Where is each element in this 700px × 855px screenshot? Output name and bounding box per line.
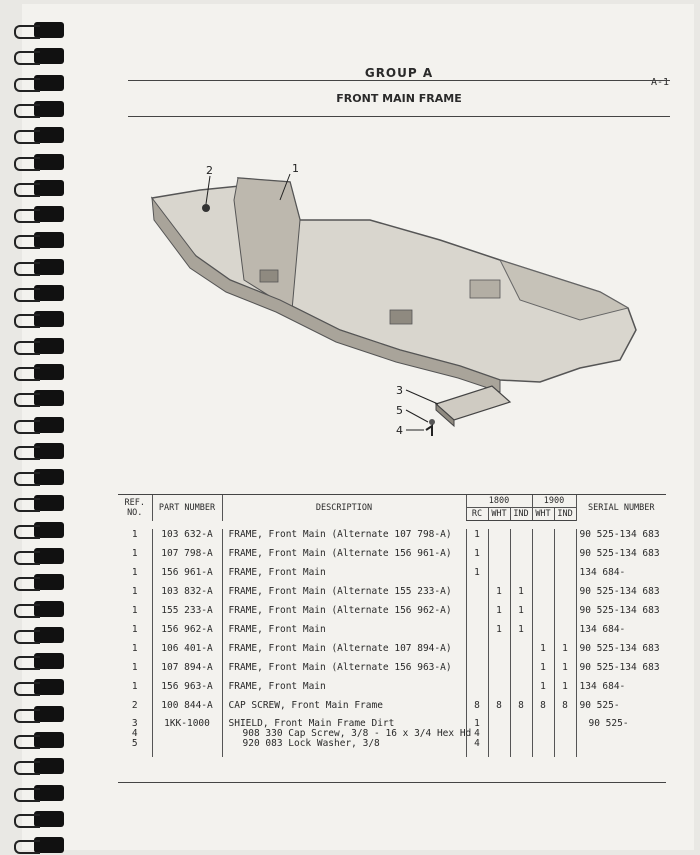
cell-serial: 90 525-134 683: [576, 662, 666, 681]
cell-part: 103 832-A: [152, 586, 222, 605]
cell-ref: 2: [131, 700, 138, 711]
binding-coil: [34, 679, 64, 695]
ref-line: 4: [131, 728, 138, 739]
cell-ind2: 1: [554, 643, 576, 662]
binding-coil: [34, 601, 64, 617]
binding-coil: [34, 548, 64, 564]
cell-rc: [466, 681, 488, 700]
cell-wht2: [532, 548, 554, 567]
cell-serial: 90 525-: [576, 719, 666, 757]
binding-coil: [34, 232, 64, 248]
cell-ref: 1: [131, 681, 138, 692]
binding-coil: [34, 75, 64, 91]
binding-coil: [34, 469, 64, 485]
table-row: [118, 700, 666, 719]
binding-coil: [34, 206, 64, 222]
binding-coil: [34, 706, 64, 722]
cell-wht1: 1: [488, 624, 510, 643]
cell-rc: [466, 605, 488, 624]
rc-line: 4: [474, 738, 480, 749]
cell-desc: FRAME, Front Main (Alternate 156 961-A): [222, 548, 466, 567]
cell-ind1: 8: [510, 700, 532, 719]
cell-ind2: 1: [554, 662, 576, 681]
desc-line: 908 330 Cap Screw, 3/8 - 16 x 3/4 Hex Hd: [242, 728, 472, 739]
cell-part: 156 962-A: [152, 624, 222, 643]
cell-ind2: 8: [554, 700, 576, 719]
binding-coil: [34, 811, 64, 827]
cell-serial: 90 525-134 683: [576, 529, 666, 548]
cell-ind1: [510, 529, 532, 548]
section-title: FRONT MAIN FRAME: [336, 92, 462, 105]
binding-coil: [34, 390, 64, 406]
callout-1: 1: [292, 162, 299, 175]
binding-coil: [34, 495, 64, 511]
table-row: [118, 624, 666, 643]
binding-coil: [34, 417, 64, 433]
cell-desc: FRAME, Front Main (Alternate 155 233-A): [222, 586, 466, 605]
cell-rc: 1: [466, 529, 488, 548]
binding-coil: [34, 443, 64, 459]
table-row: [118, 567, 666, 586]
spiral-binding: [0, 0, 70, 855]
cell-ind1: 1: [510, 586, 532, 605]
binding-coil: [34, 653, 64, 669]
col-rc: RC: [466, 508, 488, 521]
binding-coil: [34, 259, 64, 275]
cell-wht1: [488, 662, 510, 681]
cell-wht1: 1: [488, 605, 510, 624]
cell-serial: 134 684-: [576, 681, 666, 700]
cell-rc: 1: [466, 567, 488, 586]
cell-ind2: [554, 548, 576, 567]
cell-desc: [222, 718, 472, 757]
cell-rc: [466, 586, 488, 605]
parts-table: [118, 494, 666, 757]
cell-ind1: [510, 719, 532, 757]
binding-coil: [34, 732, 64, 748]
cell-wht1: 1: [488, 586, 510, 605]
binding-coil: [34, 627, 64, 643]
cell-ind2: [554, 624, 576, 643]
cell-desc: FRAME, Front Main: [222, 681, 466, 700]
cell-serial: 90 525-134 683: [576, 643, 666, 662]
cell-desc: CAP SCREW, Front Main Frame: [222, 700, 466, 719]
binding-coil: [34, 574, 64, 590]
table-row: [118, 681, 666, 700]
cell-part: 106 401-A: [152, 643, 222, 662]
table-row: [118, 662, 666, 681]
cell-ind2: [554, 586, 576, 605]
cell-rc: 1: [466, 548, 488, 567]
ref-line: 5: [131, 738, 138, 749]
cell-wht2: 1: [532, 643, 554, 662]
cell-wht2: 8: [532, 700, 554, 719]
cell-ind1: [510, 567, 532, 586]
cell-ref: 1: [131, 662, 138, 673]
cell-ind2: [554, 529, 576, 548]
cell-ref: 1: [131, 586, 138, 597]
cell-serial: 90 525-134 683: [576, 586, 666, 605]
binding-coil: [34, 311, 64, 327]
cell-wht1: [488, 681, 510, 700]
binding-coil: [34, 338, 64, 354]
table-row: [118, 643, 666, 662]
header-rule: [128, 80, 670, 81]
cell-ind1: 1: [510, 605, 532, 624]
desc-line: SHIELD, Front Main Frame Dirt: [228, 718, 395, 729]
cell-wht1: [488, 548, 510, 567]
title-rule: [128, 116, 670, 117]
cell-wht2: [532, 586, 554, 605]
cell-ref: 1: [131, 605, 138, 616]
binding-coil: [34, 522, 64, 538]
cell-ref: 1: [131, 567, 138, 578]
binding-coil: [34, 758, 64, 774]
cell-ref: 1: [131, 548, 138, 559]
binding-coil: [34, 785, 64, 801]
page-number: A-1: [651, 77, 670, 88]
cell-ind2: 1: [554, 681, 576, 700]
cell-serial: 134 684-: [576, 567, 666, 586]
table-row: [118, 586, 666, 605]
group-title: GROUP A: [364, 66, 434, 80]
cell-desc: FRAME, Front Main: [222, 567, 466, 586]
cell-wht1: [488, 643, 510, 662]
col-ref-no: REF. NO.: [118, 495, 152, 521]
col-description: DESCRIPTION: [222, 495, 466, 521]
cell-desc: FRAME, Front Main (Alternate 107 798-A): [222, 529, 466, 548]
table-row: [118, 529, 666, 548]
cell-ind1: [510, 681, 532, 700]
cell-wht2: 1: [532, 662, 554, 681]
cell-desc: FRAME, Front Main: [222, 624, 466, 643]
cell-wht2: 1: [532, 681, 554, 700]
cell-ref: 1: [131, 529, 138, 540]
binding-coil: [34, 48, 64, 64]
cell-rc: 8: [466, 700, 488, 719]
cell-part: 103 632-A: [152, 529, 222, 548]
frame-diagram: [140, 160, 660, 450]
ref-line: 3: [131, 718, 138, 729]
cell-wht1: [488, 567, 510, 586]
table-row: [118, 548, 666, 567]
cell-part: 1KK-1000: [152, 719, 222, 757]
desc-line: 920 083 Lock Washer, 3/8: [242, 738, 380, 749]
table-row: [118, 719, 666, 757]
cell-rc: [466, 643, 488, 662]
cell-wht2: [532, 719, 554, 757]
cell-serial: 90 525-134 683: [576, 605, 666, 624]
cell-ind2: [554, 719, 576, 757]
binding-coil: [34, 180, 64, 196]
cell-ind2: [554, 605, 576, 624]
binding-coil: [34, 22, 64, 38]
binding-coil: [34, 837, 64, 853]
cell-ind1: [510, 548, 532, 567]
callout-3: 3: [396, 384, 403, 397]
callout-5: 5: [396, 404, 403, 417]
col-wht-1900: WHT: [532, 508, 554, 521]
cell-desc: FRAME, Front Main (Alternate 156 963-A): [222, 662, 466, 681]
col-year-1800: 1800: [466, 495, 532, 508]
rc-line: 4: [474, 728, 480, 739]
cell-part: 107 798-A: [152, 548, 222, 567]
cell-part: 100 844-A: [152, 700, 222, 719]
binding-coil: [34, 285, 64, 301]
cell-serial: 134 684-: [576, 624, 666, 643]
cell-part: 156 963-A: [152, 681, 222, 700]
cell-wht1: 8: [488, 700, 510, 719]
cell-ind1: 1: [510, 624, 532, 643]
cell-wht1: [488, 529, 510, 548]
callout-4: 4: [396, 424, 403, 437]
table-bottom-rule: [118, 782, 666, 783]
callout-2: 2: [206, 164, 213, 177]
cell-desc: FRAME, Front Main (Alternate 107 894-A): [222, 643, 466, 662]
cell-serial: 90 525-134 683: [576, 548, 666, 567]
binding-coil: [34, 364, 64, 380]
table-row: [118, 605, 666, 624]
binding-coil: [34, 127, 64, 143]
cell-wht2: [532, 624, 554, 643]
cell-wht2: [532, 605, 554, 624]
cell-ref: [118, 719, 152, 757]
col-serial-number: SERIAL NUMBER: [576, 495, 666, 521]
binding-coil: [34, 154, 64, 170]
cell-ref: 1: [131, 643, 138, 654]
cell-part: 156 961-A: [152, 567, 222, 586]
cell-wht1: [488, 719, 510, 757]
col-year-1900: 1900: [532, 495, 576, 508]
cell-rc: [466, 662, 488, 681]
cell-wht2: [532, 529, 554, 548]
cell-ref: 1: [131, 624, 138, 635]
cell-part: 107 894-A: [152, 662, 222, 681]
cell-ind2: [554, 567, 576, 586]
rc-line: 1: [474, 718, 480, 729]
cell-rc: [466, 624, 488, 643]
cell-serial: 90 525-: [576, 700, 666, 719]
cell-ind1: [510, 643, 532, 662]
cell-wht2: [532, 567, 554, 586]
dirt-shield-drawing: [426, 386, 510, 436]
col-wht-1800: WHT: [488, 508, 510, 521]
cell-desc: FRAME, Front Main (Alternate 156 962-A): [222, 605, 466, 624]
cell-ind1: [510, 662, 532, 681]
cell-part: 155 233-A: [152, 605, 222, 624]
col-ind-1900: IND: [554, 508, 576, 521]
binding-coil: [34, 101, 64, 117]
col-ind-1800: IND: [510, 508, 532, 521]
front-main-frame-drawing: [152, 178, 636, 392]
col-part-number: PART NUMBER: [152, 495, 222, 521]
